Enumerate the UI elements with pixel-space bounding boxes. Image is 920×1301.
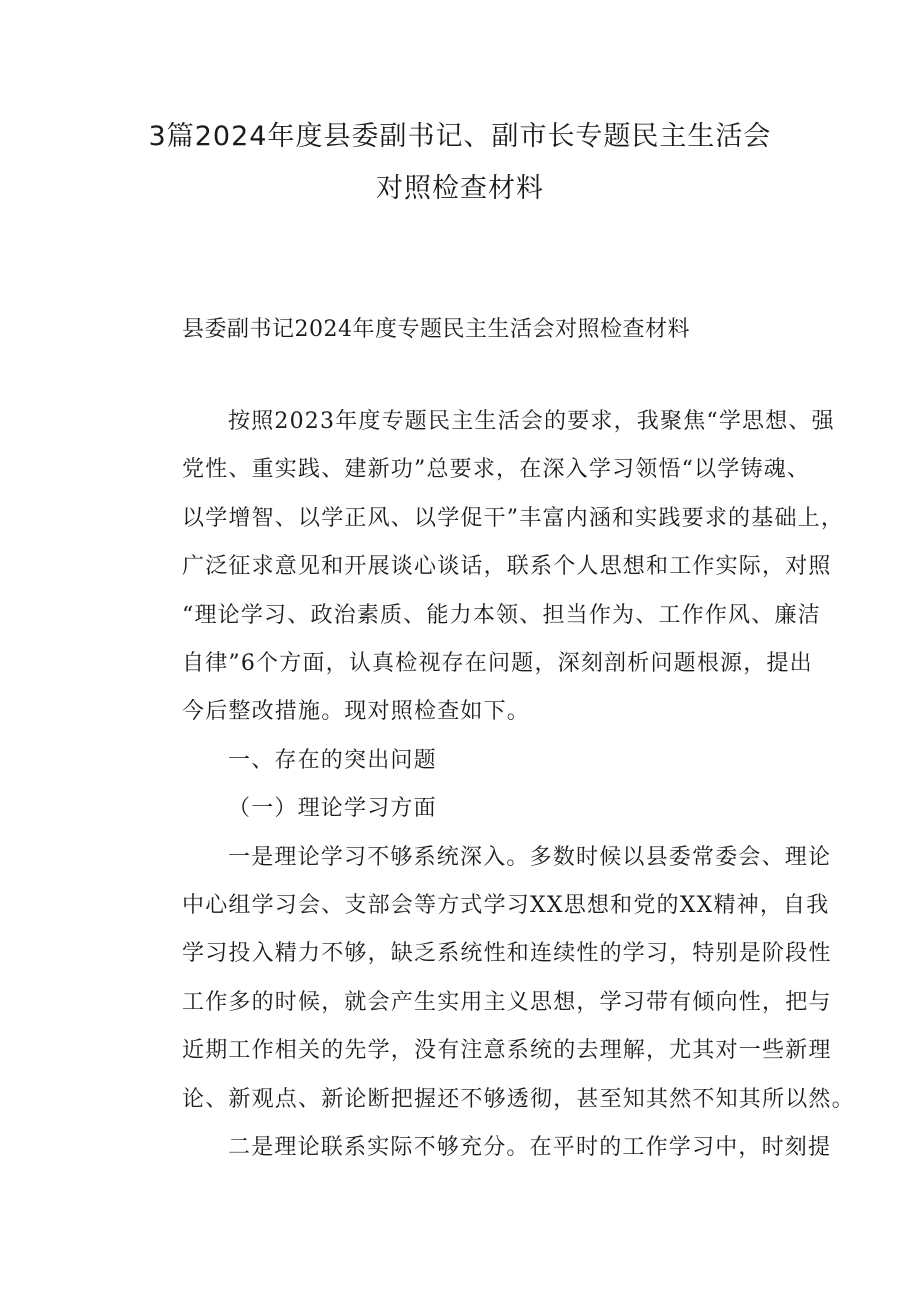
section-heading-text: （一）理论学习方面	[228, 796, 437, 822]
document-body	[136, 398, 855, 1173]
document-title-line-2: 对照检查材料	[376, 173, 544, 204]
document-title-line-1: 3篇2024年度县委副书记、副市长专题民主生活会	[148, 121, 772, 152]
point-1-line: 论、新观点、新论断把握还不够透彻，甚至知其然不知其所以然。	[182, 1086, 855, 1112]
section-heading-text: 一、存在的突出问题	[228, 747, 437, 773]
point-1-line: 中心组学习会、支部会等方式学习XX思想和党的XX精神，自我	[182, 893, 830, 919]
intro-line: 自律”6个方面，认真检视存在问题，深刻剖析问题根源，提出	[182, 651, 813, 677]
section-heading-1	[136, 737, 796, 785]
intro-line: 按照2023年度专题民主生活会的要求，我聚焦“学思想、强	[228, 409, 835, 434]
point-1-line: 工作多的时候，就会产生实用主义思想，学习带有倾向性，把与	[182, 989, 832, 1015]
point-1-line: 近期工作相关的先学，没有注意系统的去理解，尤其对一些新理	[182, 1038, 832, 1064]
section-heading-1-1	[136, 785, 796, 833]
point-1-paragraph	[136, 834, 855, 1124]
point-2-line: 二是理论联系实际不够充分。在平时的工作学习中，时刻提	[228, 1135, 832, 1161]
intro-line: 党性、重实践、建新功”总要求，在深入学习领悟“以学铸魂、	[182, 457, 811, 483]
point-2-paragraph	[136, 1124, 832, 1172]
intro-paragraph	[136, 398, 845, 737]
intro-line: 今后整改措施。现对照检查如下。	[182, 699, 531, 725]
point-1-line: 一是理论学习不够系统深入。多数时候以县委常委会、理论	[228, 844, 832, 870]
intro-line: 以学增智、以学正风、以学促干”丰富内涵和实践要求的基础上，	[182, 505, 845, 531]
intro-line: 广泛征求意见和开展谈心谈话，联系个人思想和工作实际，对照	[182, 554, 832, 580]
intro-line: “理论学习、政治素质、能力本领、担当作为、工作作风、廉洁	[182, 602, 821, 628]
point-1-line: 学习投入精力不够，缺乏系统性和连续性的学习，特别是阶段性	[182, 941, 832, 967]
document-subtitle: 县委副书记2024年度专题民主生活会对照检查材料	[182, 317, 690, 342]
